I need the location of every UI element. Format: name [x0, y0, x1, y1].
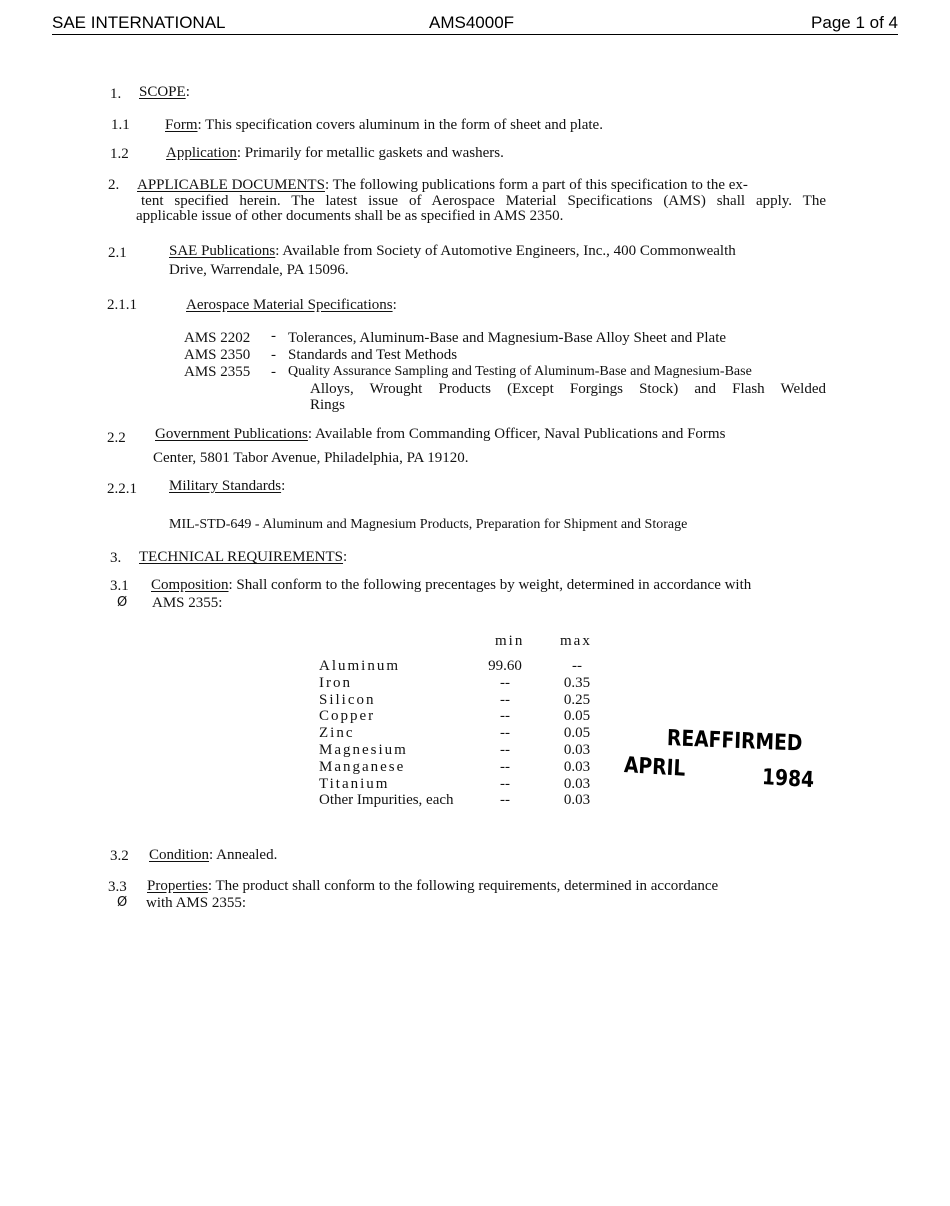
stamp-month: APRIL: [623, 753, 686, 782]
row-max: 0.05: [563, 708, 591, 725]
paragraph-line: with AMS 2355:: [146, 895, 247, 911]
paragraph: [149, 846, 277, 864]
ams-desc: Rings: [310, 397, 346, 413]
section-num: 2.2: [107, 430, 126, 446]
row-max: --: [572, 658, 582, 674]
section-num: 1.1: [111, 117, 130, 133]
ams-desc: Standards and Test Methods: [288, 347, 458, 363]
row-min: --: [500, 758, 510, 775]
row-element: Other Impurities, each: [319, 792, 454, 809]
ams-code: AMS 2355: [184, 364, 251, 380]
paragraph-text: : Available from Society of Automotive Engineers, Inc., 400 Commonwealth: [275, 243, 736, 259]
heading-label: SAE Publications: [169, 243, 276, 259]
stamp-year: 1984: [761, 765, 815, 794]
row-element: Silicon: [319, 691, 376, 708]
ams-desc: Alloys, Wrought Products (Except Forgings Stock) and Flash Welded: [310, 381, 826, 397]
row-max: 0.35: [563, 674, 591, 691]
paragraph-text: : Annealed.: [209, 847, 278, 863]
paragraph: [151, 576, 751, 594]
heading-label: APPLICABLE DOCUMENTS: [137, 177, 325, 193]
row-min: --: [500, 775, 510, 792]
paragraph-line: tent specified herein. The latest issue of Aerospace Material Specifications (AMS) shall apply. The: [141, 193, 826, 209]
header-page: Page 1 of 4: [811, 13, 898, 32]
section-num: 2.1: [108, 245, 127, 261]
ams-desc: Tolerances, Aluminum-Base and Magnesium-Base Alloy Sheet and Plate: [288, 330, 727, 346]
heading-label: TECHNICAL REQUIREMENTS: [139, 549, 344, 565]
section-num: 3.: [110, 550, 122, 566]
heading-label: Form: [165, 117, 198, 133]
paragraph: [169, 242, 736, 260]
paragraph-text: : Available from Commanding Officer, Naval Publications and Forms: [307, 426, 726, 442]
paragraph: [165, 116, 603, 134]
paragraph-line: AMS 2355:: [152, 595, 223, 611]
dash: -: [271, 347, 276, 363]
mil-std-entry: MIL-STD-649 - Aluminum and Magnesium Products, Preparation for Shipment and Storage: [169, 517, 688, 532]
heading-label: Condition: [149, 847, 210, 863]
paragraph-text: : The product shall conform to the following requirements, determined in accordance: [207, 878, 719, 894]
change-mark: Ø: [117, 895, 128, 910]
section-heading: [169, 477, 285, 495]
paragraph-text: : The following publications form a part of this specification to the ex-: [324, 177, 748, 193]
heading-label: Government Publications: [155, 426, 308, 442]
dash: -: [271, 364, 276, 380]
colon: :: [343, 549, 348, 565]
col-header-min: min: [495, 633, 525, 649]
row-min: --: [500, 725, 510, 742]
paragraph-line: Center, 5801 Tabor Avenue, Philadelphia, PA 19120.: [153, 450, 469, 466]
section-num: 2.2.1: [107, 481, 137, 497]
section-num: 1.2: [110, 146, 129, 162]
section-num: 2.1.1: [107, 297, 137, 313]
row-max: 0.03: [563, 742, 591, 758]
row-element: Aluminum: [319, 658, 401, 674]
header-doc-id: AMS4000F: [429, 13, 515, 32]
section-num: 3.2: [110, 848, 129, 864]
row-max: 0.03: [563, 775, 591, 792]
colon: :: [281, 478, 286, 494]
dash: -: [271, 328, 276, 344]
paragraph-line: Drive, Warrendale, PA 15096.: [169, 262, 349, 278]
row-element: Copper: [319, 708, 376, 725]
col-header-max: max: [560, 633, 592, 649]
row-max: 0.05: [563, 725, 591, 742]
change-mark: Ø: [117, 595, 128, 610]
ams-desc: Quality Assurance Sampling and Testing of Aluminum-Base and Magnesium-Base: [288, 364, 752, 379]
row-min: --: [500, 708, 510, 725]
row-element: Iron: [319, 674, 352, 691]
paragraph-text: : Primarily for metallic gaskets and washers.: [236, 145, 504, 161]
section-num: 3.1: [110, 578, 129, 594]
row-max: 0.03: [563, 758, 591, 775]
heading-label: Composition: [151, 577, 229, 593]
colon: :: [392, 297, 397, 313]
section-num: 3.3: [108, 879, 127, 895]
heading-label: Application: [166, 145, 237, 161]
row-element: Zinc: [319, 725, 355, 742]
row-min: --: [500, 691, 510, 708]
reaffirmed-stamp: REAFFIRMED: [666, 726, 803, 757]
heading-label: Aerospace Material Specifications: [186, 297, 393, 313]
paragraph-line: applicable issue of other documents shall be as specified in AMS 2350.: [136, 208, 564, 224]
paragraph-text: : This specification covers aluminum in the form of sheet and plate.: [197, 117, 603, 133]
colon: :: [185, 84, 190, 100]
paragraph: [155, 425, 725, 443]
section-heading: [139, 548, 347, 566]
row-element: Titanium: [319, 775, 390, 792]
header-rule: [52, 34, 898, 35]
heading-label: Properties: [147, 878, 208, 894]
row-element: Manganese: [319, 758, 406, 775]
paragraph: [147, 877, 718, 895]
row-max: 0.03: [563, 792, 591, 809]
ams-code: AMS 2202: [184, 330, 251, 346]
paragraph: [166, 144, 504, 162]
row-min: 99.60: [488, 658, 522, 674]
paragraph-text: : Shall conform to the following precentages by weight, determined in accordance with: [228, 577, 752, 593]
ams-code: AMS 2350: [184, 347, 251, 363]
section-num: 1.: [110, 86, 122, 102]
row-min: --: [500, 792, 510, 809]
section-heading: [139, 83, 190, 101]
row-max: 0.25: [563, 691, 591, 708]
section-num: 2.: [108, 177, 120, 193]
row-min: --: [500, 674, 510, 691]
row-element: Magnesium: [319, 742, 408, 758]
row-min: --: [500, 742, 510, 758]
heading-label: Military Standards: [169, 478, 282, 494]
heading-label: SCOPE: [139, 84, 186, 100]
section-heading: [186, 296, 397, 314]
header-org: SAE INTERNATIONAL: [52, 13, 226, 32]
